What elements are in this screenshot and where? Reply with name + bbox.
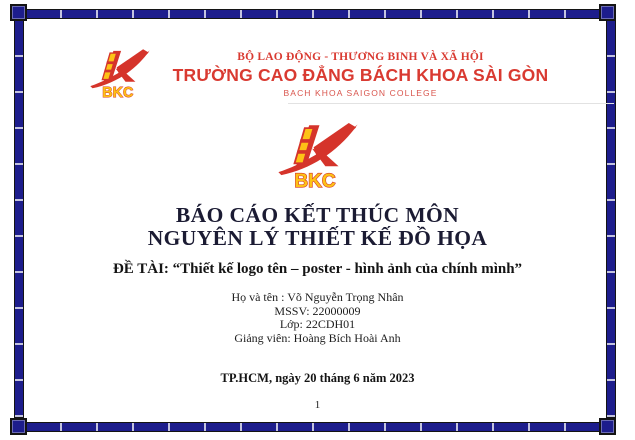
topic-line: ĐỀ TÀI: “Thiết kế logo tên – poster - hình ảnh của chính mình” (112, 261, 523, 277)
report-title-line1: BÁO CÁO KẾT THÚC MÔN (175, 203, 460, 227)
bkc-logo-icon (87, 46, 153, 102)
date-line: TP.HCM, ngày 20 tháng 6 năm 2023 (220, 371, 415, 385)
lecturer-name: Giảng viên: Hoàng Bích Hoài Anh (234, 330, 401, 345)
report-title (148, 204, 488, 250)
school-name: TRƯỜNG CAO ĐẲNG BÁCH KHOA SÀI GÒN (172, 64, 549, 85)
report-title-line2: NGUYÊN LÝ THIẾT KẾ ĐỒ HỌA (147, 226, 488, 250)
bkc-logo-text: BKC (101, 85, 133, 102)
school-name-english: BACH KHOA SAIGON COLLEGE (283, 87, 438, 98)
bkc-logo-main-text: BKC (293, 170, 336, 192)
page-number: 1 (314, 399, 321, 411)
ministry-name: BỘ LAO ĐỘNG - THƯƠNG BINH VÀ XÃ HỘI (237, 50, 484, 63)
student-class: Lớp: 22CDH01 (279, 317, 356, 331)
document-header (87, 46, 549, 102)
student-name: Họ và tên : Võ Nguyễn Trọng Nhân (231, 290, 404, 304)
student-info-block (231, 291, 403, 345)
student-id: MSSV: 22000009 (274, 303, 361, 318)
bkc-logo-main-icon (274, 120, 362, 197)
school-name-block (173, 51, 549, 98)
